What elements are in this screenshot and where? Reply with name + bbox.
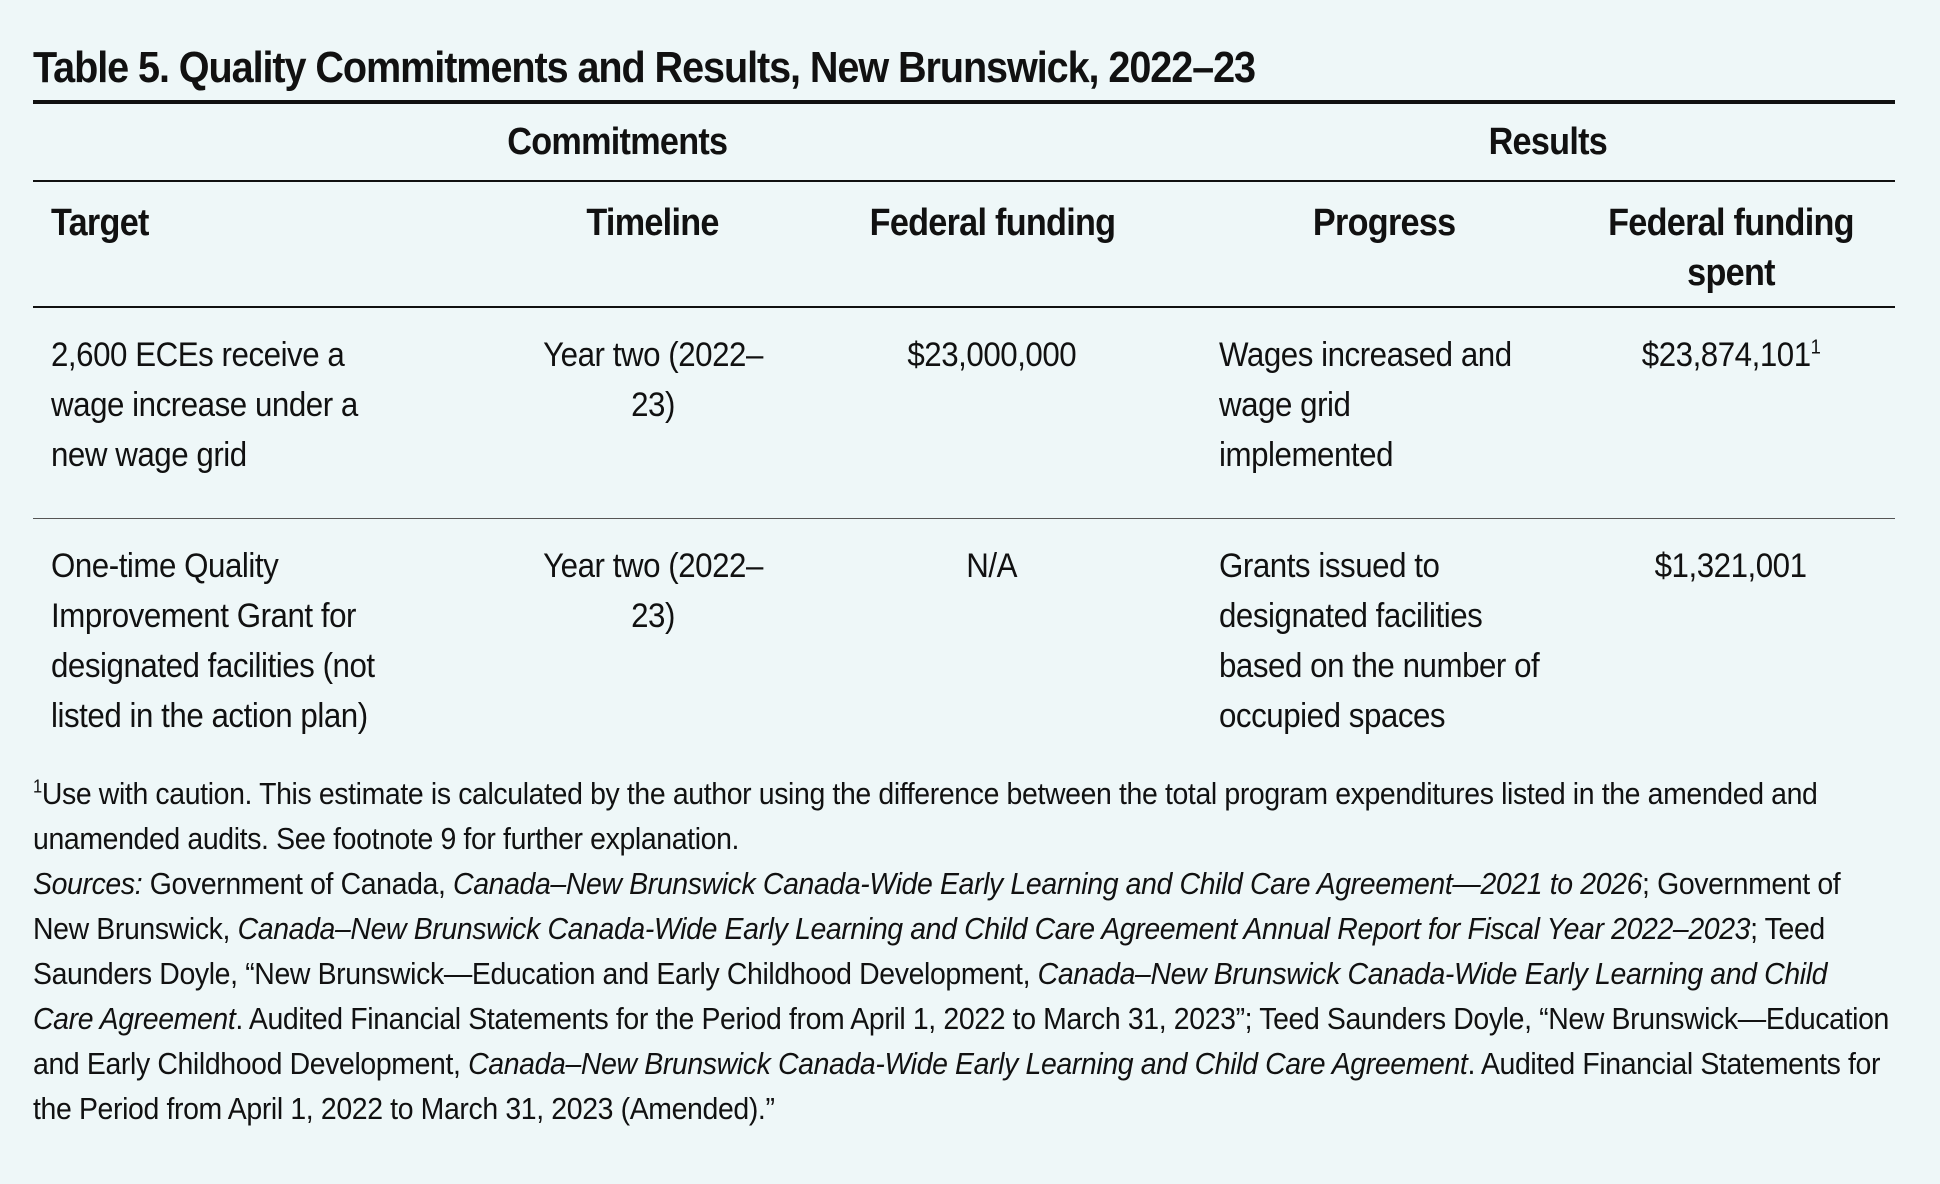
footnote bbox=[33, 771, 1895, 861]
column-header-progress: Progress bbox=[1201, 181, 1567, 307]
source-title: Canada–New Brunswick Canada-Wide Early Learning and Child Care Agreement—2021 to 2026 bbox=[453, 866, 1643, 901]
document-page bbox=[33, 38, 1895, 1131]
cell-funding-spent bbox=[1567, 307, 1895, 519]
cell-timeline: Year two (2022–23) bbox=[543, 547, 763, 635]
cell-timeline: Year two (2022–23) bbox=[523, 307, 783, 519]
source-text: . Audited Financial Statements for the Period from April 1, 2022 to March 31, 2023 (Amended).” bbox=[33, 1046, 1881, 1126]
source-title: Canada–New Brunswick Canada-Wide Early Learning and Child Care Agreement Annual Report for Fiscal Year 2022–2023 bbox=[237, 911, 1751, 946]
footnote-marker: 1 bbox=[1810, 336, 1821, 359]
sources-label: Sources: bbox=[33, 866, 143, 901]
funding-spent-value: $23,874,101 bbox=[1641, 336, 1811, 374]
footnote-number: 1 bbox=[33, 776, 42, 797]
column-header-row bbox=[33, 181, 1895, 307]
quality-commitments-table bbox=[33, 100, 1895, 763]
cell-federal-funding: $23,000,000 bbox=[783, 307, 1201, 519]
source-text: ; Teed Saunders Doyle, “New Brunswick—Education and Early Childhood Development, bbox=[33, 911, 1825, 991]
column-header-timeline: Timeline bbox=[523, 181, 783, 307]
table-row bbox=[33, 307, 1895, 519]
source-text: . Audited Financial Statements for the Period from April 1, 2022 to March 31, 2023”; Teed Saunders Doyle, “New Brunswick—Education and Early Childhood Development, bbox=[33, 1001, 1889, 1081]
footnote-text: Use with caution. This estimate is calculated by the author using the difference between the total program expenditures listed in the amended and unamended audits. See footnote 9 for further explanation. bbox=[33, 776, 1818, 856]
cell-target: One-time Quality Improvement Grant for designated facilities (not listed in the action plan) bbox=[51, 547, 375, 735]
source-text: Government of Canada, bbox=[149, 866, 446, 901]
source-title: Canada–New Brunswick Canada-Wide Early Learning and Child Care Agreement bbox=[468, 1046, 1468, 1081]
table-row bbox=[33, 519, 1895, 764]
group-header-results: Results bbox=[1201, 102, 1895, 181]
cell-progress: Grants issued to designated facilities based on the number of occupied spaces bbox=[1219, 547, 1540, 735]
cell-target: 2,600 ECEs receive a wage increase under a new wage grid bbox=[33, 307, 523, 519]
column-header-funding-spent: Federal funding spent bbox=[1567, 181, 1895, 307]
cell-federal-funding: N/A bbox=[966, 547, 1018, 585]
group-header-commitments: Commitments bbox=[33, 102, 1201, 181]
source-title: Canada–New Brunswick Canada-Wide Early Learning and Child Care Agreement bbox=[33, 956, 1828, 1036]
group-header-row bbox=[33, 102, 1895, 181]
cell-funding-spent: $1,321,001 bbox=[1655, 547, 1808, 585]
cell-progress: Wages increased and wage grid implemented bbox=[1201, 307, 1567, 519]
table-notes bbox=[33, 771, 1895, 1131]
sources bbox=[33, 861, 1895, 1131]
column-header-target: Target bbox=[33, 181, 523, 307]
table-title: Table 5. Quality Commitments and Results, New Brunswick, 2022–23 bbox=[33, 43, 1255, 92]
source-text: ; Government of New Brunswick, bbox=[33, 866, 1841, 946]
column-header-federal-funding: Federal funding bbox=[783, 181, 1201, 307]
